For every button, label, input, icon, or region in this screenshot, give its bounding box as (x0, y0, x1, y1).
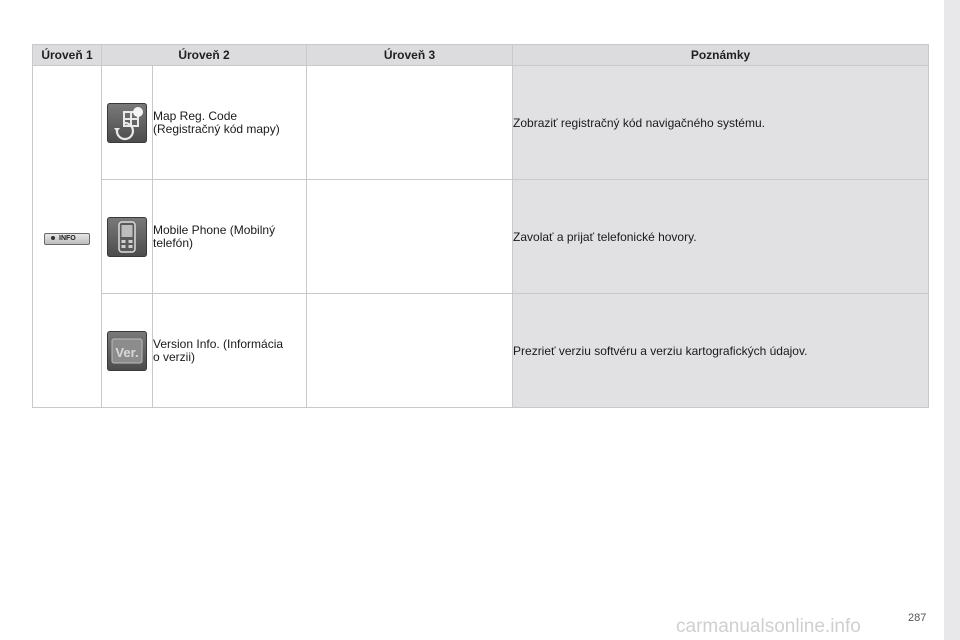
table-row (33, 294, 929, 408)
level1-cell (33, 66, 102, 408)
version-info-icon (107, 331, 147, 371)
map-reg-code-icon (107, 103, 147, 143)
table-row (33, 66, 929, 180)
level2-label-line2: (Registračný kód mapy) (153, 121, 280, 136)
mobile-phone-icon (107, 217, 147, 257)
level2-label (153, 66, 307, 180)
note-cell: Zobraziť registračný kód navigačného systému. (513, 66, 929, 180)
info-dot-icon (51, 236, 55, 240)
watermark: carmanualsonline.info (676, 616, 861, 637)
level2-label (153, 294, 307, 408)
svg-text:Ver.: Ver. (115, 344, 139, 360)
info-button (44, 233, 90, 245)
level3-cell (307, 180, 513, 294)
icon-cell (102, 294, 153, 408)
level2-label-line2: telefón) (153, 235, 194, 250)
header-level-3: Úroveň 3 (307, 45, 513, 66)
level3-cell (307, 66, 513, 180)
level2-label (153, 180, 307, 294)
level2-label-line1: Map Reg. Code (153, 108, 238, 123)
icon-cell (102, 180, 153, 294)
menu-table (32, 44, 929, 408)
table-header-row (33, 45, 929, 66)
page-edge-strip (944, 0, 960, 640)
level2-label-line1: Mobile Phone (Mobilný (153, 222, 276, 237)
note-cell: Zavolať a prijať telefonické hovory. (513, 180, 929, 294)
header-notes: Poznámky (513, 45, 929, 66)
level2-label-line2: o verzii) (153, 349, 196, 364)
note-cell: Prezrieť verziu softvéru a verziu kartografických údajov. (513, 294, 929, 408)
icon-cell (102, 66, 153, 180)
page-number: 287 (908, 612, 927, 624)
header-level-1: Úroveň 1 (33, 45, 102, 66)
header-level-2: Úroveň 2 (102, 45, 307, 66)
level3-cell (307, 294, 513, 408)
table-row (33, 180, 929, 294)
info-button-label: INFO (59, 234, 76, 242)
level2-label-line1: Version Info. (Informácia (153, 336, 284, 351)
